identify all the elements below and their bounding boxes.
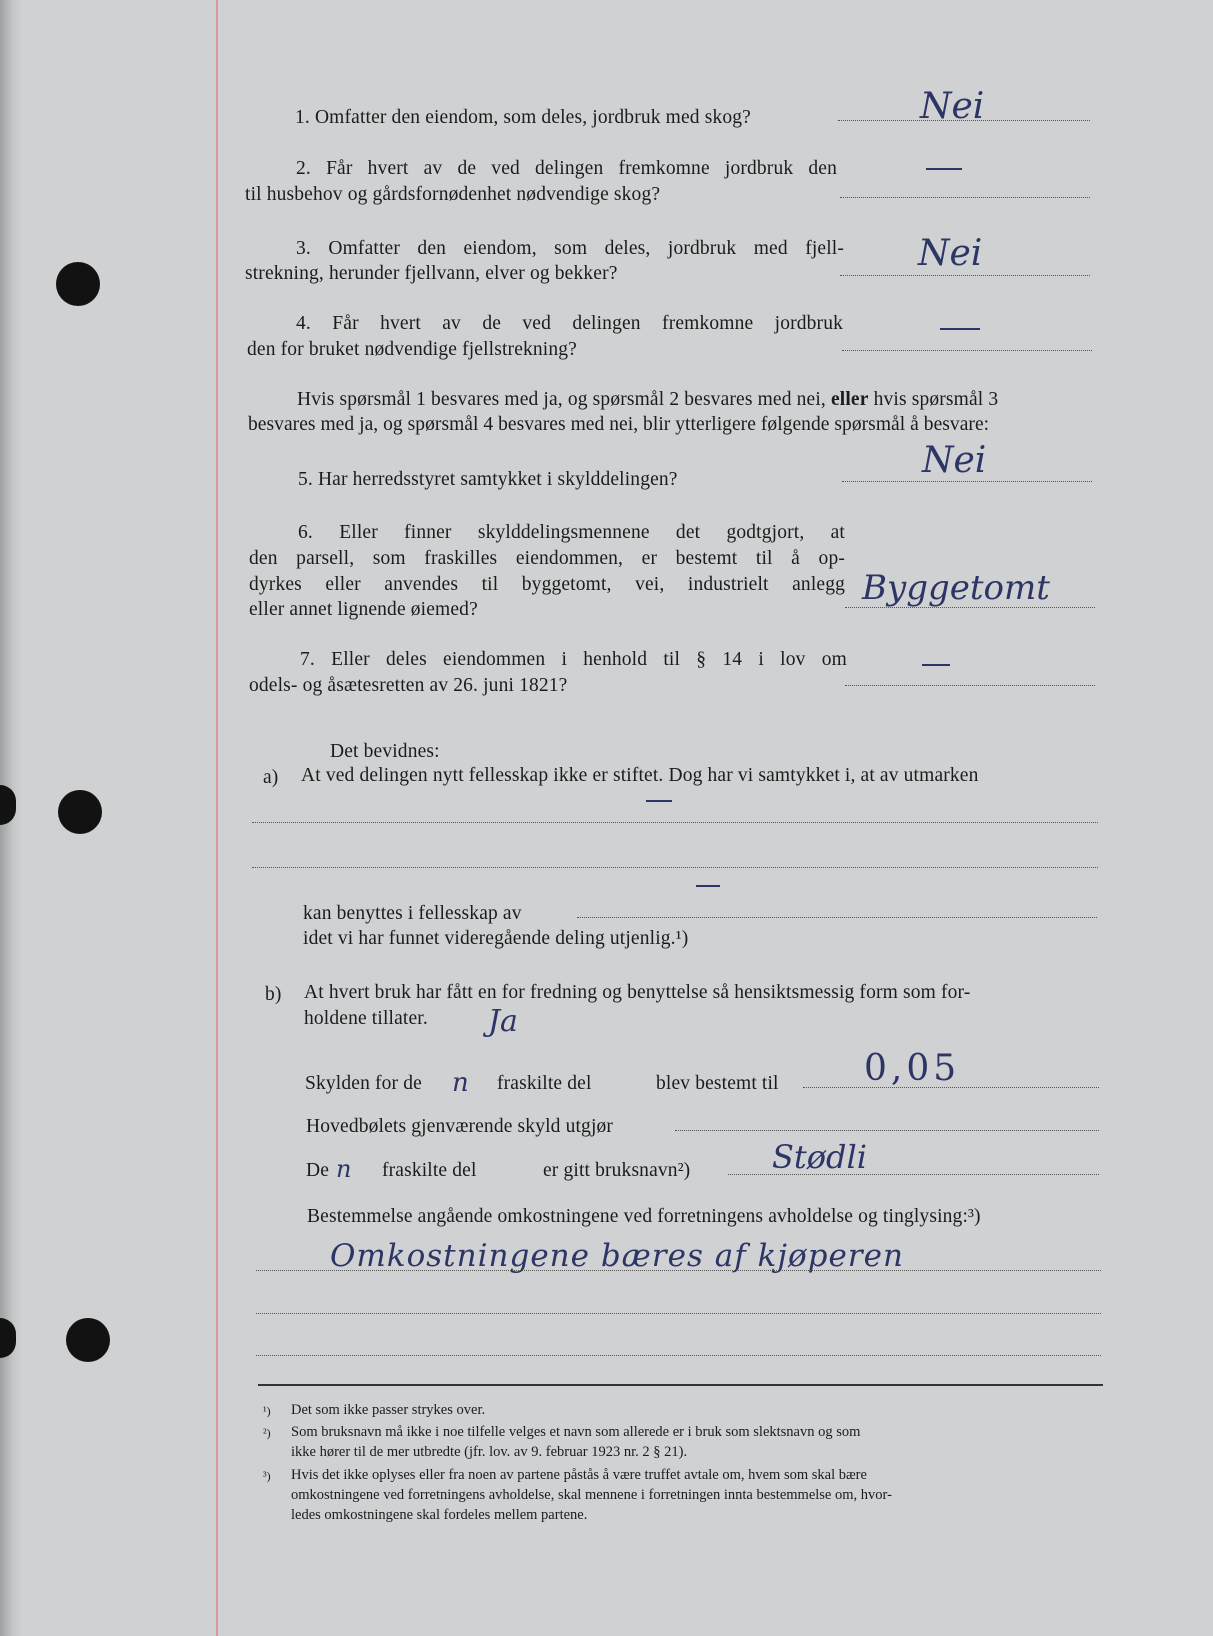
question-5: 5. Har herredsstyret samtykket i skylddelingen? [298, 469, 678, 490]
fill-line [577, 917, 1097, 918]
answer-line-7 [845, 685, 1095, 686]
punch-hole [66, 1318, 110, 1362]
punch-hole [58, 790, 102, 834]
bevis-b-handwriting: Ja [488, 1004, 518, 1039]
question-2-line-1: 2. Får hvert av de ved delingen fremkomne jordbruk den [296, 158, 837, 179]
answer-line-5 [842, 481, 1092, 482]
bevis-kan: kan benyttes i fellesskap av [303, 903, 522, 924]
bevis-b-line-2: holdene tillater. [304, 1008, 428, 1029]
fill-line [256, 1313, 1101, 1314]
answer-4-dash [940, 328, 980, 330]
fill-line [256, 1270, 1101, 1271]
footnote-3-line-1: Hvis det ikke oplyses eller fra noen av partene påstås å være truffet avtale om, hvem som skal bære [291, 1467, 867, 1483]
bevis-idet: idet vi har funnet videregående deling utjenlig.¹) [303, 928, 689, 949]
skyld-value: 0,05 [864, 1048, 961, 1089]
footnote-2-number: ²) [263, 1426, 271, 1440]
margin-line [216, 0, 218, 1636]
bevis-b-line-1: At hvert bruk har fått en for fredning og benyttelse så hensiktsmessig form som for- [304, 982, 971, 1003]
bevis-a-label: a) [263, 767, 279, 788]
question-1: 1. Omfatter den eiendom, som deles, jordbruk med skog? [295, 107, 751, 128]
answer-3: Nei [918, 233, 983, 274]
answer-line-4 [842, 350, 1092, 351]
den-hand-n: n [336, 1155, 352, 1183]
answer-2-dash [926, 168, 962, 170]
condition-line-1 [297, 389, 998, 411]
answer-5: Nei [922, 440, 987, 481]
question-6-line-2: den parsell, som fraskilles eiendommen, er bestemt til å op- [249, 548, 845, 569]
question-6-line-4: eller annet lignende øiemed? [249, 599, 478, 620]
fill-line [252, 822, 1098, 823]
question-7-line-1: 7. Eller deles eiendommen i henhold til § 14 i lov om [300, 649, 847, 670]
hoved-line [675, 1130, 1099, 1131]
question-6-line-3: dyrkes eller anvendes til byggetomt, vei, industrielt anlegg [249, 574, 845, 595]
question-3-line-1: 3. Omfatter den eiendom, som deles, jordbruk med fjell- [296, 238, 844, 259]
den-label-b: fraskilte del [382, 1160, 477, 1181]
answer-7-dash [922, 664, 950, 666]
footnote-1-text: Det som ikke passer strykes over. [291, 1402, 486, 1418]
question-3-line-2: strekning, herunder fjellvann, elver og bekker? [245, 263, 618, 284]
answer-6: Byggetomt [862, 568, 1050, 608]
question-4-line-1: 4. Får hvert av de ved delingen fremkomne jordbruk [296, 313, 843, 334]
answer-1: Nei [920, 86, 985, 127]
condition-line-2: besvares med ja, og spørsmål 4 besvares med nei, blir ytterligere følgende spørsmål å besvare: [248, 414, 990, 435]
question-2-line-2: til husbehov og gårdsfornødenhet nødvendige skog? [245, 184, 661, 205]
bruksnavn-value: Stødli [772, 1138, 867, 1176]
footnote-3-line-2: omkostningene ved forretningens avholdelse, skal mennene i forretningen innta bestemmelse om, hvor- [291, 1487, 892, 1503]
condition-bold-eller: eller [830, 389, 869, 410]
footnote-3-number: ³) [263, 1469, 271, 1483]
den-label-a: De [306, 1160, 330, 1181]
question-4-line-2: den for bruket nødvendige fjellstrekning? [247, 339, 577, 360]
bestem-handwriting: Omkostningene bæres af kjøperen [330, 1238, 904, 1274]
answer-line-3 [840, 275, 1090, 276]
den-label-c: er gitt bruksnavn²) [543, 1160, 691, 1181]
skyld-hand-n: n [452, 1068, 469, 1098]
question-6-line-1: 6. Eller finner skylddelingsmennene det godtgjort, at [298, 522, 845, 543]
footnote-2-line-1: Som bruksnavn må ikke i noe tilfelle velges et navn som allerede er i bruk som slektsnavn og som [291, 1424, 861, 1440]
condition-part-a: Hvis spørsmål 1 besvares med ja, og spørsmål 2 besvares med nei, [297, 389, 826, 410]
fill-line [256, 1355, 1101, 1356]
punch-hole [56, 262, 100, 306]
bevis-a-mark-1 [646, 800, 672, 802]
bevis-b-label: b) [265, 984, 282, 1005]
skyld-label-a: Skylden for de [305, 1073, 422, 1094]
bevis-a-text: At ved delingen nytt fellesskap ikke er stiftet. Dog har vi samtykket i, at av utmarken [301, 765, 979, 786]
fill-line [252, 867, 1098, 868]
footnote-3-line-3: ledes omkostningene skal fordeles mellem partene. [291, 1507, 588, 1523]
footnote-rule [258, 1384, 1103, 1386]
condition-part-c: hvis spørsmål 3 [873, 389, 999, 410]
bestem-label: Bestemmelse angående omkostningene ved forretningens avholdelse og tinglysing:³) [307, 1206, 981, 1227]
answer-line-2 [840, 197, 1090, 198]
question-7-line-2: odels- og åsætesretten av 26. juni 1821? [249, 675, 568, 696]
skyld-label-c: blev bestemt til [656, 1073, 779, 1094]
bevis-heading: Det bevidnes: [330, 741, 440, 762]
footnote-1-number: ¹) [263, 1404, 271, 1418]
bevis-a-mark-2 [696, 885, 720, 887]
footnote-2-line-2: ikke hører til de mer utbredte (jfr. lov. av 9. februar 1923 nr. 2 § 21). [291, 1444, 688, 1460]
skyld-label-b: fraskilte del [497, 1073, 592, 1094]
hoved-label: Hovedbølets gjenværende skyld utgjør [306, 1116, 614, 1137]
